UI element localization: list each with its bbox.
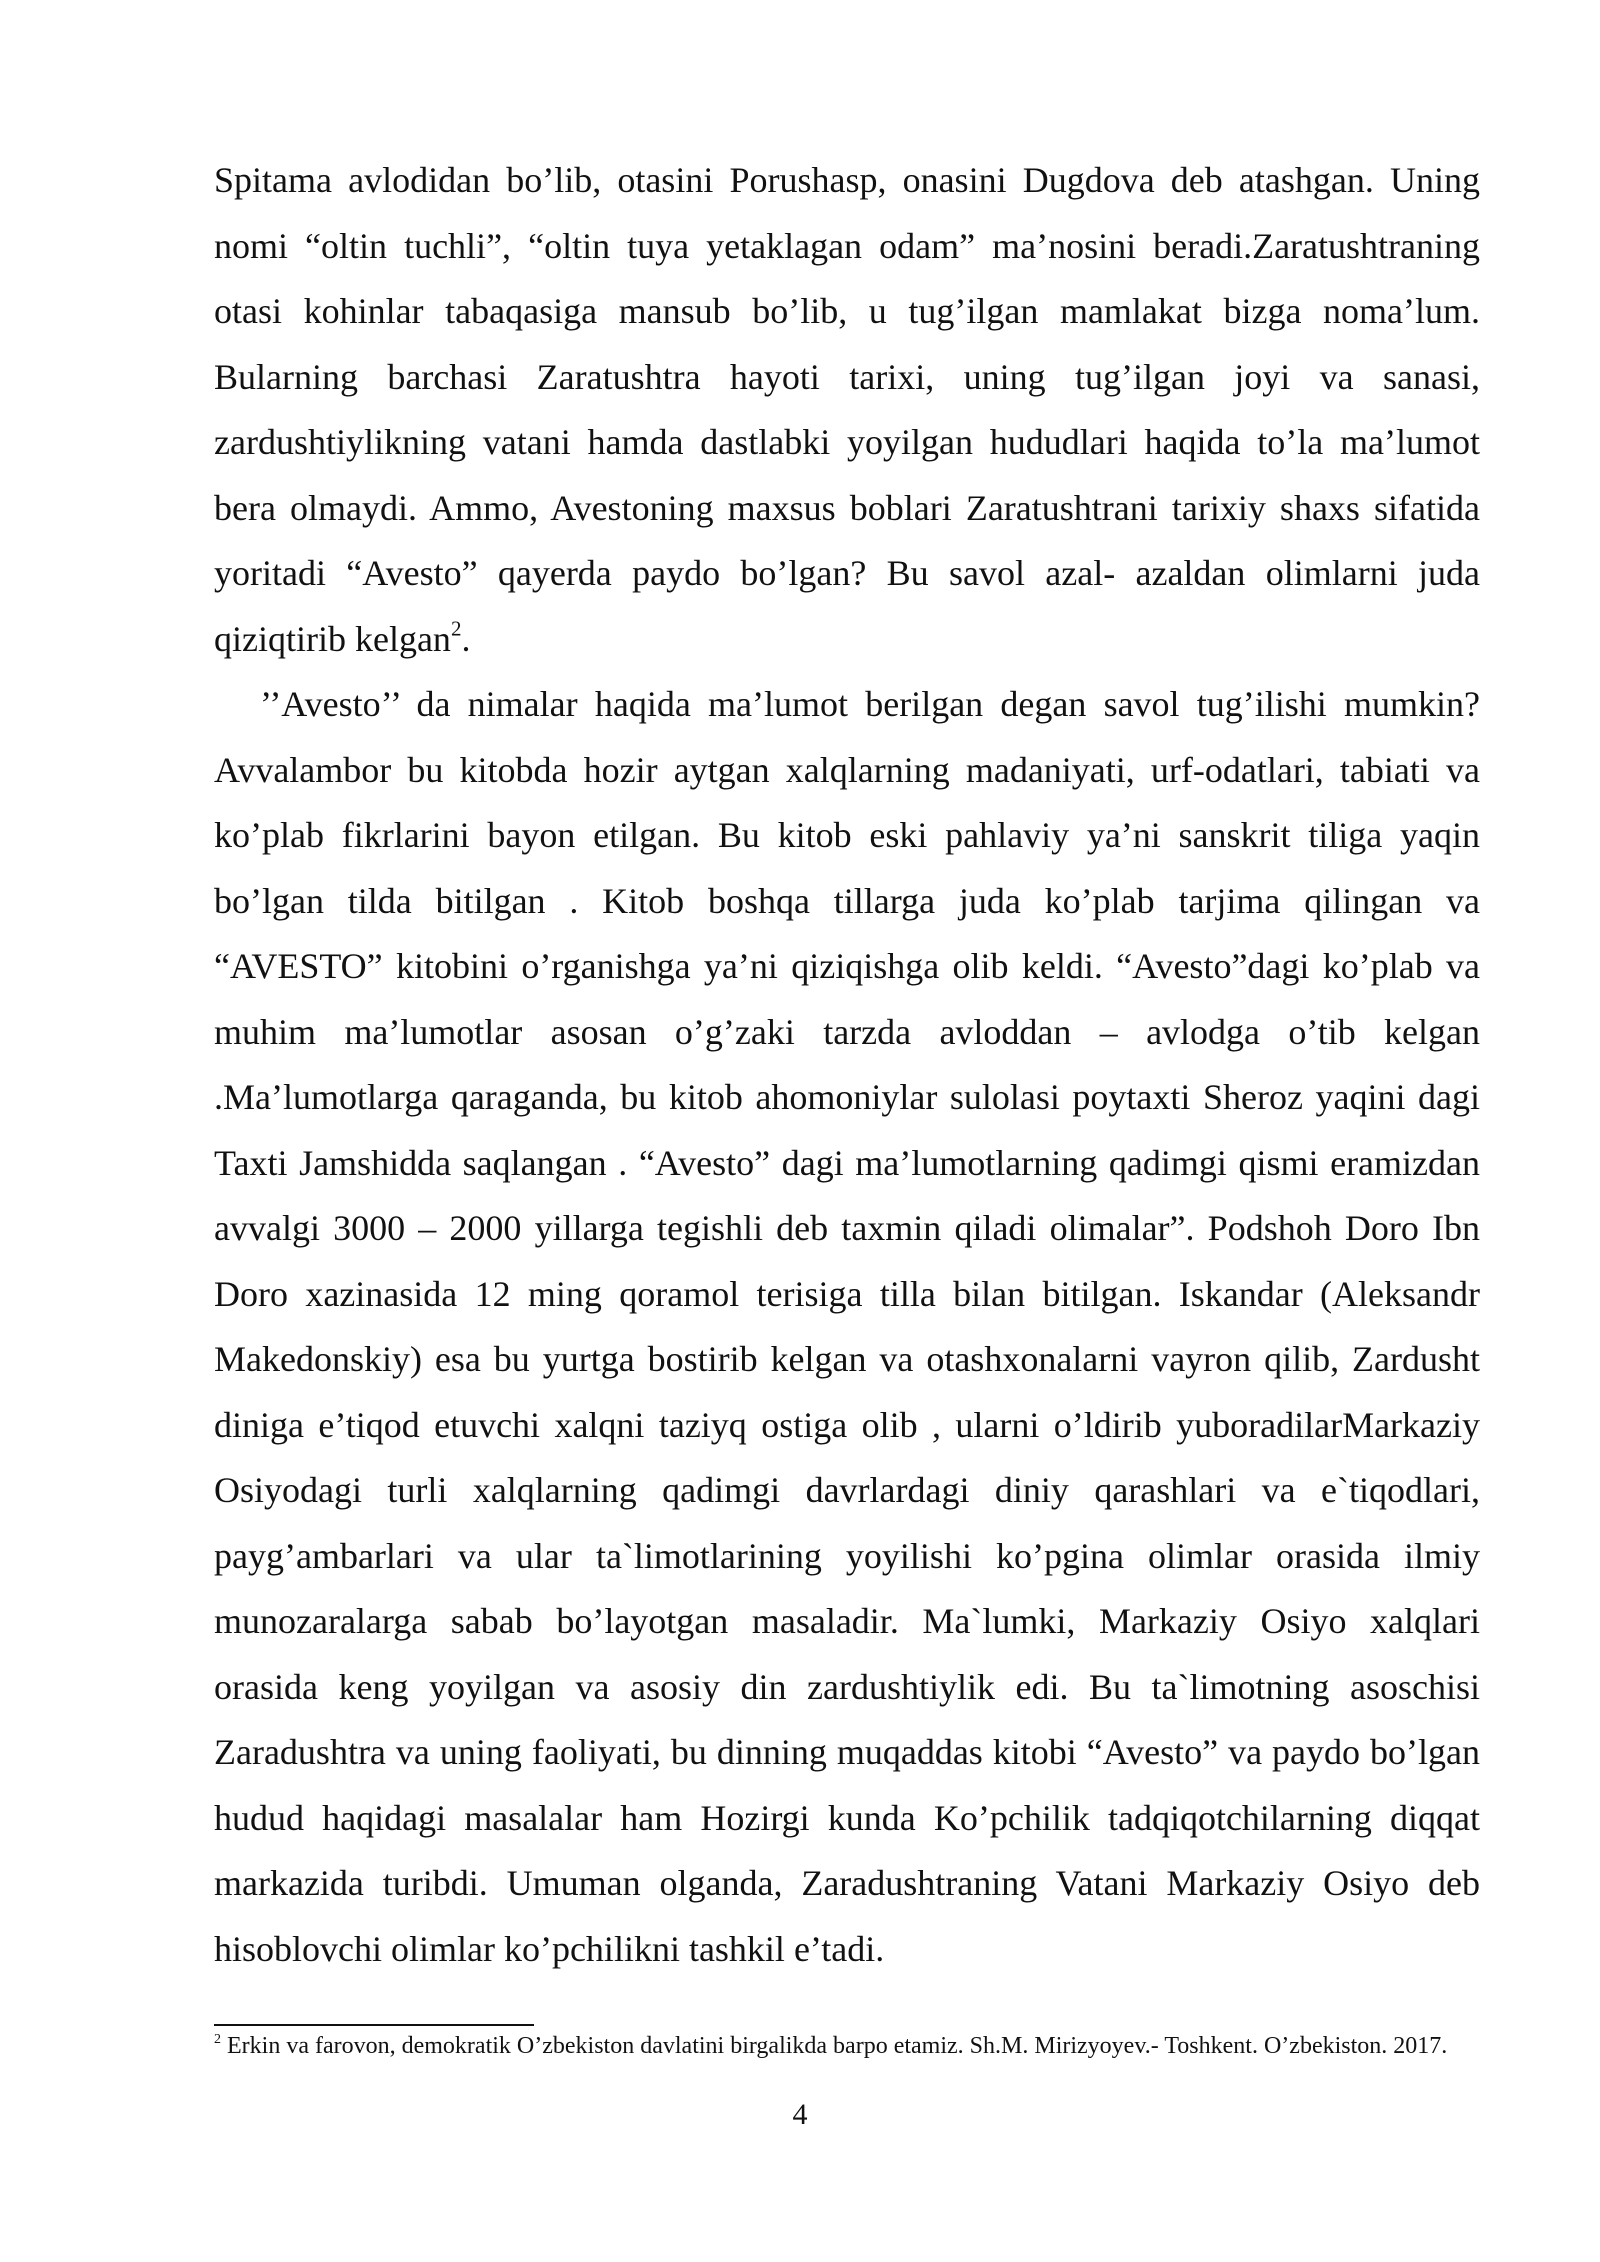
body-text: [214, 148, 1480, 1982]
paragraph-1: [214, 148, 1480, 672]
footnote: [214, 2030, 1480, 2063]
footnote-number: 2: [214, 2032, 221, 2048]
paragraph-1-end: .: [461, 618, 471, 659]
footnote-text: Erkin va farovon, demokratik O’zbekiston davlatini birgalikda barpo etamiz. Sh.M. Mirizyoyev.- Toshkent. O’zbekiston. 2017.: [227, 2033, 1448, 2059]
paragraph-2: ’’Avesto’’ da nimalar haqida ma’lumot berilgan degan savol tug’ilishi mumkin? Avvalambor bu kitobda hozir aytgan xalqlarning madaniyati, urf-odatlari, tabiati va ko’plab fikrlarini bayon etilgan. Bu kitob eski pahlaviy ya’ni sanskrit tiliga yaqin bo’lgan tilda bitilgan . Kitob boshqa tillarga juda ko’plab tarjima qilingan va “AVESTO” kitobini o’rganishga ya’ni qiziqishga olib keldi. “Avesto”dagi ko’plab va muhim ma’lumotlar asosan o’g’zaki tarzda avloddan – avlodga o’tib kelgan .Ma’lumotlarga qaraganda, bu kitob ahomoniylar sulolasi poytaxti Sheroz yaqini dagi Taxti Jamshidda saqlangan . “Avesto” dagi ma’lumotlarning qadimgi qismi eramizdan avvalgi 3000 – 2000 yillarga tegishli deb taxmin qiladi olimalar”. Podshoh Doro Ibn Doro xazinasida 12 ming qoramol terisiga tilla bilan bitilgan. Iskandar (Aleksandr Makedonskiy) esa bu yurtga bostirib kelgan va otashxonalarni vayron qilib, Zardusht diniga e’tiqod etuvchi xalqni taziyq ostiga olib , ularni o’ldirib yuboradilarMarkaziy Osiyodagi turli xalqlarning qadimgi davrlardagi diniy qarashlari va e`tiqodlari, payg’ambarlari va ular ta`limotlarining yoyilishi ko’pgina olimlar orasida ilmiy munozaralarga sabab bo’layotgan masaladir. Ma`lumki, Markaziy Osiyo xalqlari orasida keng yoyilgan va asosiy din zardushtiylik edi. Bu ta`limotning asoschisi Zaradushtra va uning faoliyati, bu dinning muqaddas kitobi “Avesto” va paydo bo’lgan hudud haqidagi masalalar ham Hozirgi kunda Ko’pchilik tadqiqotchilarning diqqat markazida turibdi. Umuman olganda, Zaradushtraning Vatani Markaziy Osiyo deb hisoblovchi olimlar ko’pchilikni tashkil e’tadi.: [214, 684, 1480, 1969]
footnote-reference: 2: [450, 615, 462, 640]
page-number: 4: [792, 2098, 808, 2131]
paragraph-1-text: Spitama avlodidan bo’lib, otasini Porushasp, onasini Dugdova deb atashgan. Uning nomi “oltin tuchli”, “oltin tuya yetaklagan odam” ma’nosini beradi.Zaratushtraning otasi kohinlar tabaqasiga mansub bo’lib, u tug’ilgan mamlakat bizga noma’lum. Bularning barchasi Zaratushtra hayoti tarixi, uning tug’ilgan joyi va sanasi, zardushtiylikning vatani hamda dastlabki yoyilgan hududlari haqida to’la ma’lumot bera olmaydi. Ammo, Avestoning maxsus boblari Zaratushtrani tarixiy shaxs sifatida yoritadi “Avesto” qayerda paydo bo’lgan? Bu savol azal- azaldan olimlarni juda qiziqtirib kelgan: [214, 160, 1480, 659]
footnote-separator: [214, 2024, 534, 2026]
